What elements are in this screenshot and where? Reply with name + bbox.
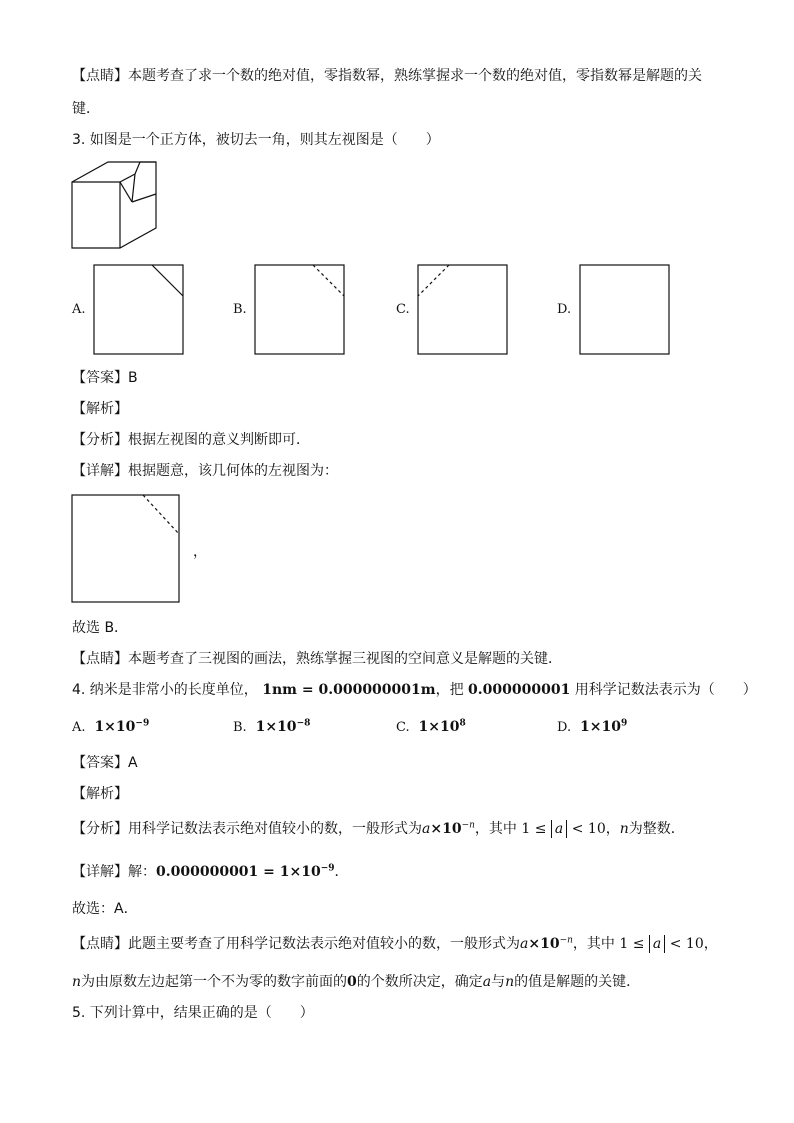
abs-a: a bbox=[551, 820, 567, 838]
q4-fenxi: 【分析】用科学记数法表示绝对值较小的数，一般形式为$a\times 10^{-n}$，其中 1 ≤ a < 10，n为整数． bbox=[72, 820, 685, 837]
q4-stem: 4. 纳米是非常小的长度单位， 1nm = 0.000000001m，把 0.000000001 用科学记数法表示为（ ） bbox=[72, 682, 757, 698]
q4-dianjing-line2: n为由原数左边起第一个不为零的数字前面的0的个数所决定，确定a与n的值是解题的关键． bbox=[72, 974, 641, 990]
q4-xiangjie: 【详解】解：$0.000000001 = 1\times 10^{-9}$． bbox=[72, 863, 349, 880]
q3-jiexi-tag: 【解析】 bbox=[72, 401, 128, 417]
q3-option-a-label[interactable]: A. bbox=[72, 302, 86, 317]
q3-option-b-figure[interactable] bbox=[254, 264, 346, 356]
q3-xiangjie: 【详解】根据题意，该几何体的左视图为： bbox=[72, 463, 338, 479]
q4-jiexi-tag: 【解析】 bbox=[72, 786, 128, 802]
q4-option-d[interactable]: D. $1\times 10^9$ bbox=[557, 718, 628, 735]
cut-cube-figure bbox=[70, 160, 160, 252]
q4-stem-equation: 1nm = 0.000000001m bbox=[262, 682, 436, 698]
q2-dianjing-line1: 【点睛】本题考查了求一个数的绝对值，零指数幂，熟练掌握求一个数的绝对值，零指数幂是解题的关 bbox=[72, 68, 702, 84]
q3-stem: 3. 如图是一个正方体，被切去一角，则其左视图是（ ） bbox=[72, 132, 440, 148]
q4-stem-number: 0.000000001 bbox=[468, 682, 571, 698]
q3-option-d-label[interactable]: D. bbox=[557, 302, 572, 317]
q4-option-b[interactable]: B. $1\times 10^{-8}$ bbox=[233, 718, 311, 735]
q3-fenxi: 【分析】根据左视图的意义判断即可． bbox=[72, 432, 310, 448]
q3-solution-figure bbox=[71, 494, 181, 604]
q3-solution-comma: ， bbox=[193, 544, 207, 560]
q3-conclusion: 故选 B． bbox=[72, 620, 129, 636]
q4-option-a[interactable]: A. $1\times 10^{-9}$ bbox=[72, 718, 150, 735]
q4-dianjing-line1: 【点睛】此题主要考查了用科学记数法表示绝对值较小的数，一般形式为$a\times 10^{-n}$，其中 1 ≤ a < 10， bbox=[72, 935, 718, 952]
q3-answer bbox=[72, 368, 138, 388]
q5-stem: 5. 下列计算中，结果正确的是（ ） bbox=[72, 1005, 314, 1021]
answer-tag: 【答案】 bbox=[72, 370, 128, 386]
q4-conclusion: 故选：A． bbox=[72, 901, 138, 917]
q3-dianjing: 【点睛】本题考查了三视图的画法，熟练掌握三视图的空间意义是解题的关键． bbox=[72, 651, 562, 667]
q3-option-a-figure[interactable] bbox=[93, 264, 185, 356]
q3-option-b-label[interactable]: B. bbox=[233, 302, 247, 317]
q4-answer: 【答案】A bbox=[72, 755, 138, 771]
q3-option-c-label[interactable]: C. bbox=[396, 302, 410, 317]
dianjing-tag: 【点睛】 bbox=[72, 68, 128, 84]
answer-value: B bbox=[128, 370, 138, 386]
q3-option-c-figure[interactable] bbox=[417, 264, 509, 356]
q4-option-c[interactable]: C. $1\times 10^8$ bbox=[396, 718, 466, 735]
q2-dianjing-line2: 键． bbox=[72, 101, 100, 117]
q3-option-d-figure[interactable] bbox=[579, 264, 671, 356]
